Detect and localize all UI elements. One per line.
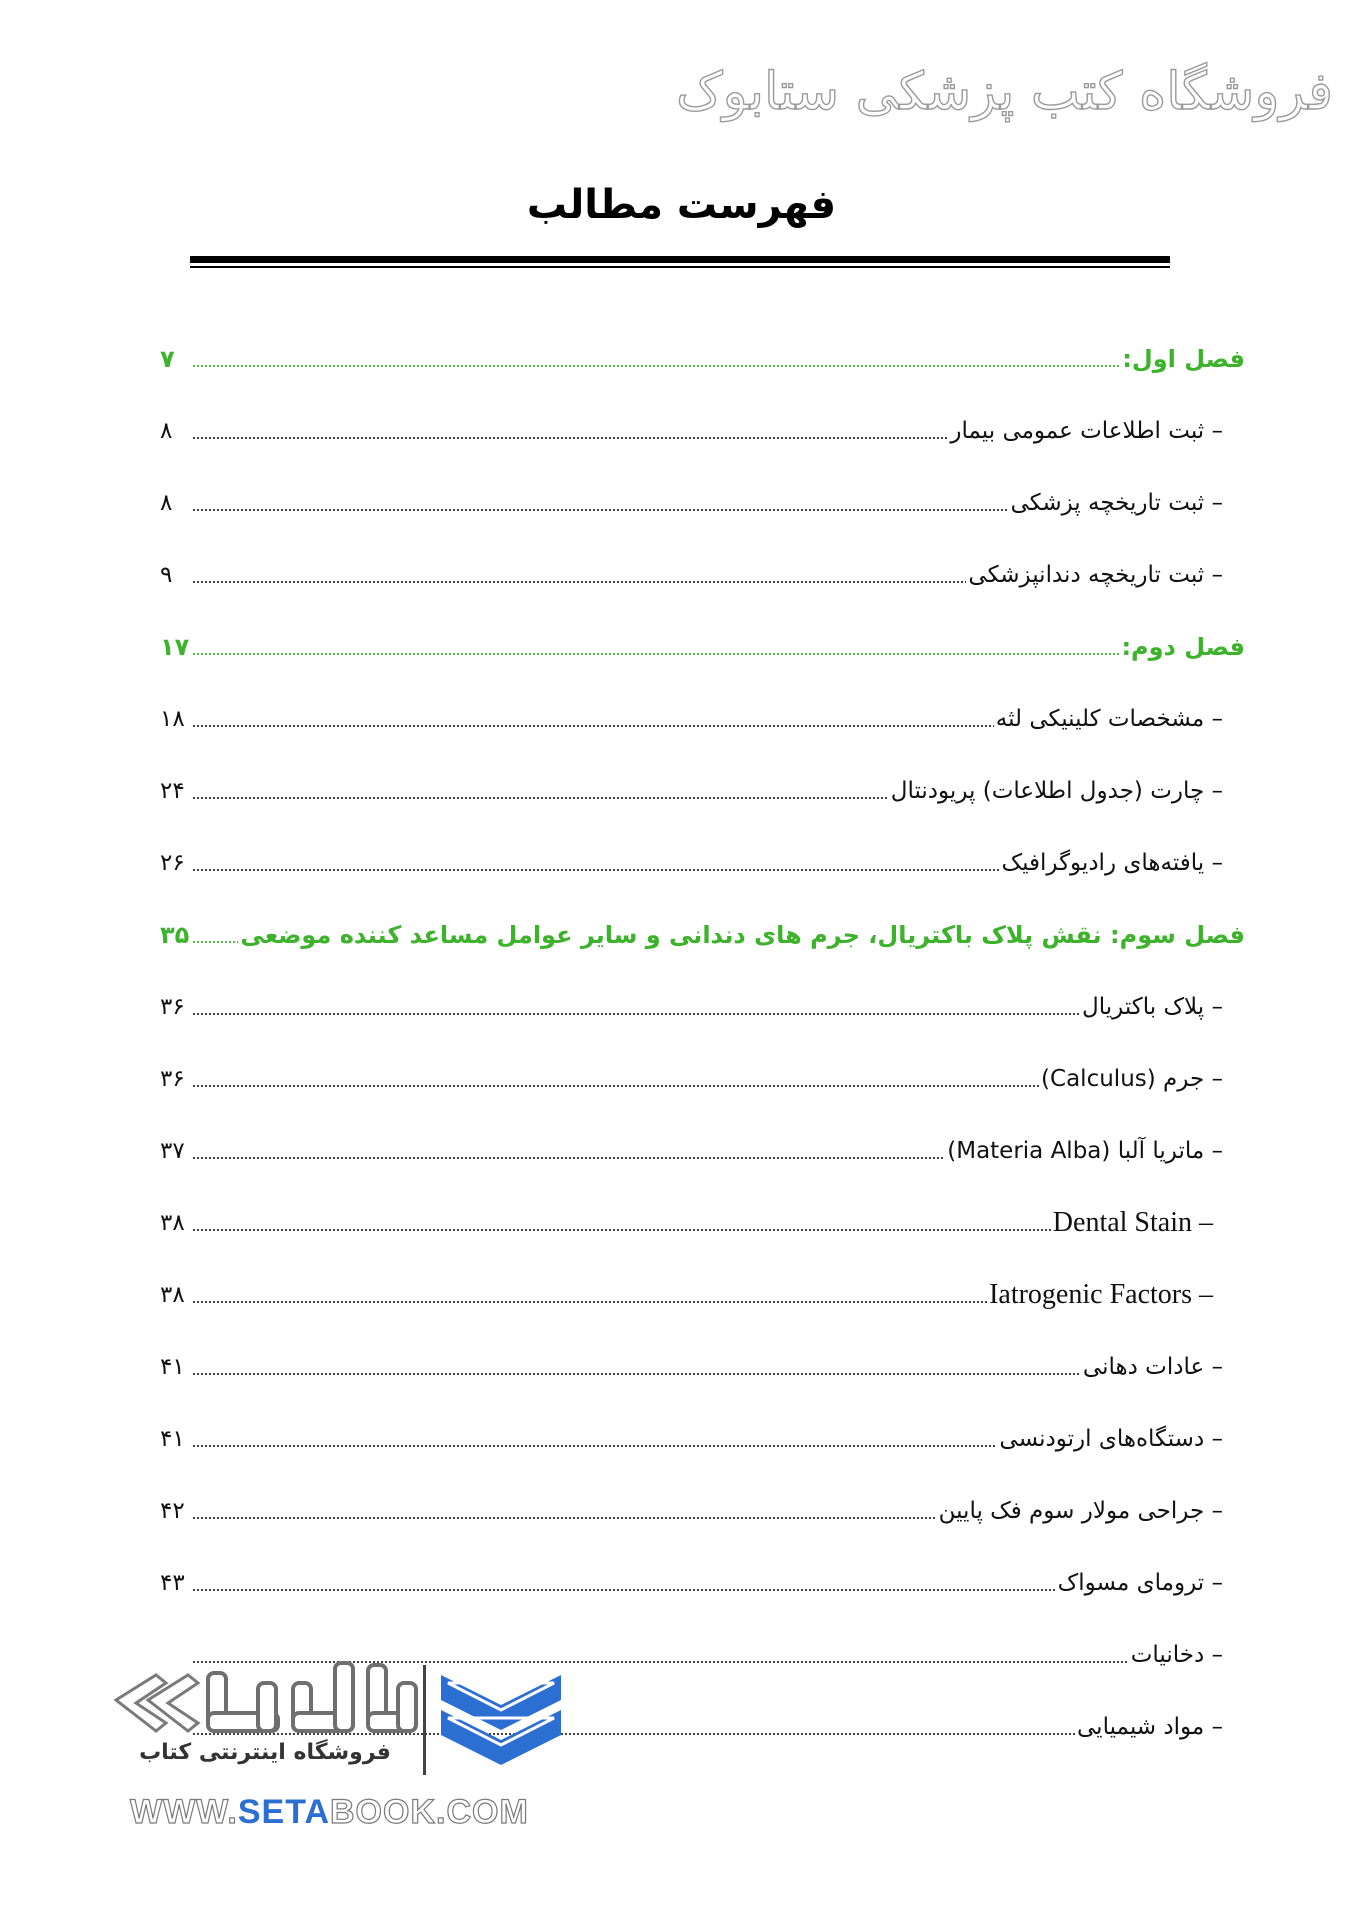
toc-dot-leader bbox=[192, 1300, 987, 1304]
toc-page-number: ۳۷ bbox=[160, 1138, 185, 1164]
toc-entry-row bbox=[160, 474, 1245, 518]
toc-chapter-row bbox=[160, 330, 1245, 374]
toc-entry-row bbox=[160, 1122, 1245, 1166]
logo-url-part3: BOOK.COM bbox=[330, 1793, 529, 1831]
toc-entry-title: – مواد شیمیایی bbox=[1077, 1714, 1223, 1740]
toc-entry-title: – پلاک باکتریال bbox=[1082, 994, 1223, 1020]
toc-page-number: ۴۳ bbox=[160, 1570, 185, 1596]
logo-divider bbox=[423, 1665, 426, 1775]
toc-entry-row bbox=[160, 1050, 1245, 1094]
logo-subtitle: فروشگاه اینترنتی کتاب bbox=[139, 1740, 391, 1765]
toc-dot-leader bbox=[192, 436, 948, 440]
header-watermark: فروشگاه کتب پزشکی ستابوک bbox=[676, 62, 1333, 122]
toc-page-number: ۲۴ bbox=[160, 778, 185, 804]
toc-dot-leader bbox=[192, 724, 994, 728]
toc-entry-title: – عادات دهانی bbox=[1082, 1354, 1223, 1380]
setabook-logo bbox=[108, 1655, 588, 1805]
toc-entry-row bbox=[160, 690, 1245, 734]
page-title: فهرست مطالب bbox=[526, 182, 837, 228]
toc-page-number: ۲۶ bbox=[160, 850, 185, 876]
toc-page-number: ۹ bbox=[160, 562, 173, 588]
toc-entry-title: – ماتریا آلبا (Materia Alba) bbox=[947, 1138, 1223, 1164]
toc-page-number: ۴۱ bbox=[160, 1354, 185, 1380]
toc-entry-title: – یافته‌های رادیوگرافیک bbox=[1001, 850, 1223, 876]
toc-page-number: ۴۲ bbox=[160, 1498, 185, 1524]
toc-dot-leader bbox=[192, 940, 238, 944]
toc-entry-row bbox=[160, 834, 1245, 878]
toc-entry-title: – ثبت تاریخچه پزشکی bbox=[1010, 490, 1223, 516]
toc-entry-title: – ثبت اطلاعات عمومی بیمار bbox=[950, 418, 1223, 444]
toc-page-number: ۳۸ bbox=[160, 1282, 185, 1308]
toc-dot-leader bbox=[192, 868, 999, 872]
toc-dot-leader bbox=[192, 508, 1008, 512]
toc-page-number: ۸ bbox=[160, 418, 173, 444]
toc-dot-leader bbox=[192, 796, 889, 800]
toc-dot-leader bbox=[192, 652, 1119, 656]
toc-dot-leader bbox=[192, 1588, 1056, 1592]
toc-entry-row bbox=[160, 762, 1245, 806]
toc-chapter-row bbox=[160, 618, 1245, 662]
toc-entry-title: – جرم (Calculus) bbox=[1041, 1066, 1223, 1092]
toc-page-number: ۳۶ bbox=[160, 1066, 185, 1092]
toc-page-number: ۳۶ bbox=[160, 994, 185, 1020]
toc-page-number: ۷ bbox=[160, 345, 175, 373]
toc-entry-row bbox=[160, 1266, 1245, 1310]
toc-dot-leader bbox=[192, 1012, 1080, 1016]
toc-chapter-row bbox=[160, 906, 1245, 950]
toc-entry-title: – دخانیات bbox=[1130, 1642, 1223, 1668]
toc-dot-leader bbox=[192, 1084, 1039, 1088]
toc-entry-row bbox=[160, 402, 1245, 446]
toc-entry-row bbox=[160, 1410, 1245, 1454]
toc-dot-leader bbox=[192, 580, 966, 584]
toc-dot-leader bbox=[192, 1516, 937, 1520]
logo-url-part2: SETA bbox=[237, 1793, 330, 1831]
toc-entry-row bbox=[160, 978, 1245, 1022]
toc-chapter-title: فصل اول: bbox=[1122, 345, 1245, 373]
toc-entry-row bbox=[160, 1338, 1245, 1382]
toc-dot-leader bbox=[192, 1372, 1081, 1376]
toc-entry-title: – چارت (جدول اطلاعات) پریودنتال bbox=[890, 778, 1223, 804]
toc-page-number: ۱۸ bbox=[160, 706, 185, 732]
toc-page-number: ۳۸ bbox=[160, 1210, 185, 1236]
toc-entry-title: Dental Stain – bbox=[1052, 1207, 1213, 1238]
toc-page-number: ۴۱ bbox=[160, 1426, 185, 1452]
toc-entry-title: – دستگاه‌های ارتودنسی bbox=[999, 1426, 1223, 1452]
toc-entry-row bbox=[160, 1554, 1245, 1598]
toc-entry-title: – جراحی مولار سوم فک پایین bbox=[938, 1498, 1223, 1524]
toc-entry-row bbox=[160, 546, 1245, 590]
logo-brand-letters bbox=[208, 1663, 416, 1731]
toc-chapter-title: فصل دوم: bbox=[1121, 633, 1245, 661]
toc-page-number: ۱۷ bbox=[160, 633, 190, 661]
toc-entry-row bbox=[160, 1194, 1245, 1238]
toc-dot-leader bbox=[192, 1228, 1051, 1232]
title-rule-thin bbox=[190, 266, 1170, 268]
logo-url bbox=[130, 1793, 580, 1832]
toc-page-number: ۳۵ bbox=[160, 921, 190, 949]
toc-entry-row bbox=[160, 1482, 1245, 1526]
title-rule-thick bbox=[190, 256, 1170, 263]
toc-page-number: ۸ bbox=[160, 490, 173, 516]
toc-entry-title: – ثبت تاریخچه دندانپزشکی bbox=[968, 562, 1223, 588]
toc-chapter-title: فصل سوم: نقش پلاک باکتریال، جرم های دندانی و سایر عوامل مساعد کننده موضعی bbox=[240, 921, 1245, 949]
toc-dot-leader bbox=[192, 1444, 997, 1448]
logo-url-part1: WWW. bbox=[130, 1793, 238, 1831]
toc-dot-leader bbox=[192, 1156, 945, 1160]
toc-entry-title: Iatrogenic Factors – bbox=[989, 1279, 1213, 1310]
logo-chevron-icon bbox=[116, 1675, 198, 1731]
toc-dot-leader bbox=[192, 364, 1120, 368]
toc-entry-title: – ترومای مسواک bbox=[1057, 1570, 1223, 1596]
toc-entry-title: – مشخصات کلینیکی لثه bbox=[995, 706, 1223, 732]
